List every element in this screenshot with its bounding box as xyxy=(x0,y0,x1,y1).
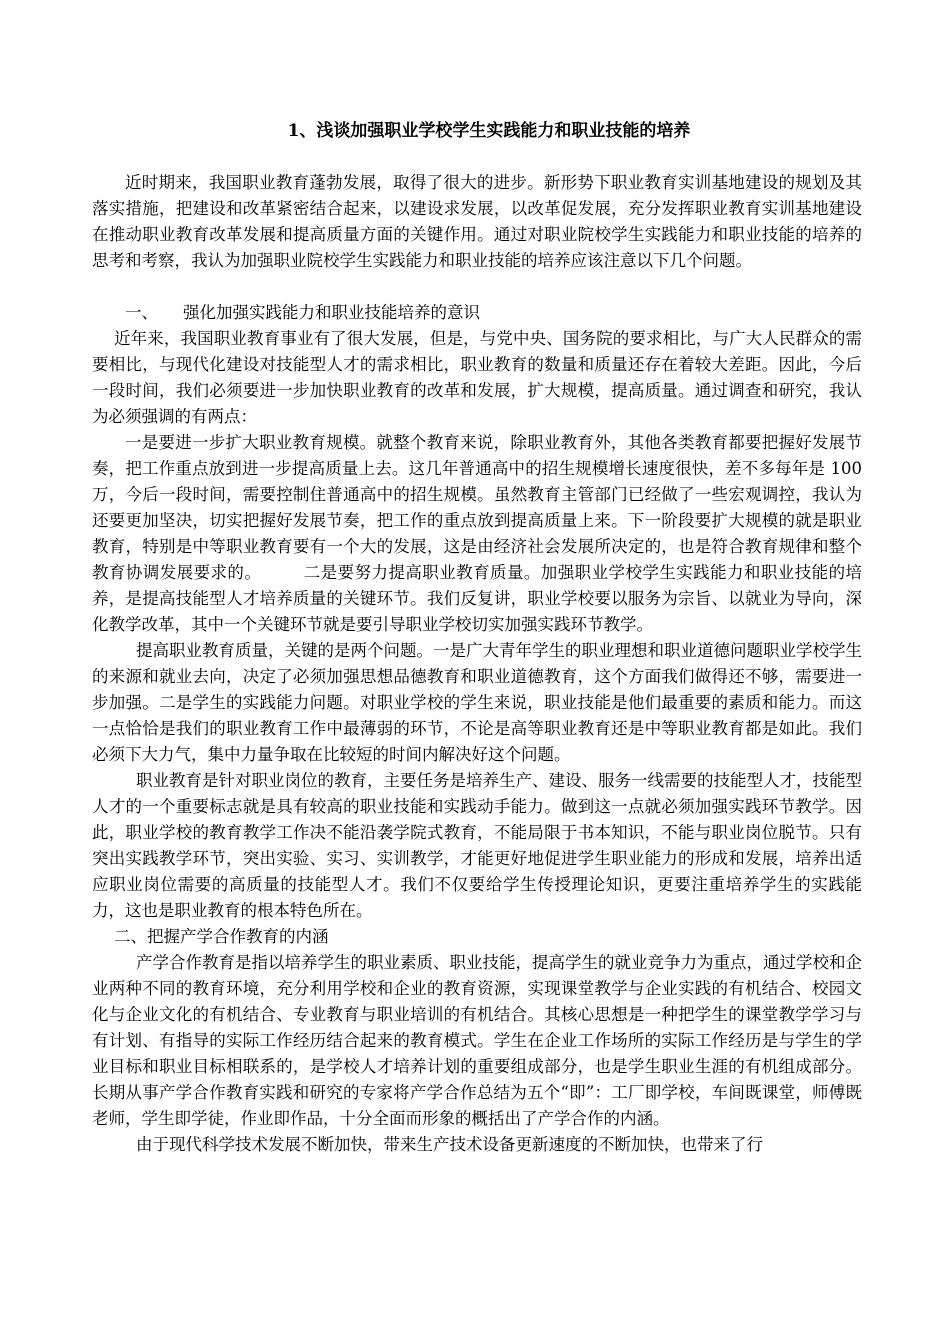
section-1-heading-text: 强化加强实践能力和职业技能培养的意识 xyxy=(183,303,480,322)
document-title: 1、浅谈加强职业学校学生实践能力和职业技能的培养 xyxy=(287,121,691,141)
section-2-heading: 二、把握产学合作教育的内涵 xyxy=(114,927,329,946)
section-1-paragraph-4: 职业教育是针对职业岗位的教育，主要任务是培养生产、建设、服务一线需要的技能型人才，技能型人才的一个重要标志就是具有较高的职业技能和实践动手能力。做到这一点就必须加强实践环节教学。因此，职业学校的教育教学工作决不能沿袭学院式教育，不能局限于书本知识，不能与职业岗位脱节。只有突出实践教学环节，突出实验、实习、实训教学，才能更好地促进学生职业能力的形成和发展，培养出适应职业岗位需要的高质量的技能型人才。我们不仅要给学生传授理论知识，更要注重培养学生的实践能力，这也是职业教育的根本特色所在。 xyxy=(92,771,862,920)
section-1-number: 一、 xyxy=(125,303,158,322)
section-2-paragraph-1: 产学合作教育是指以培养学生的职业素质、职业技能，提高学生的就业竞争力为重点，通过学校和企业两种不同的教育环境，充分利用学校和企业的教育资源，实现课堂教学与企业实践的有机结合、校园文化与企业文化的有机结合、专业教育与职业培训的有机结合。其核心思想是一种把学生的课堂教学学习与有计划、有指导的实际工作经历结合起来的教育模式。学生在企业工作场所的实际工作经历是与学生的学业目标和职业目标相联系的，是学校人才培养计划的重要组成部分，也是学生职业生涯的有机组成部分。长期从事产学合作教育实践和研究的专家将产学合作总结为五个“即”：工厂即学校，车间既课堂，师傅既老师，学生即学徒，作业即作品，十分全面而形象的概括出了产学合作的内涵。 xyxy=(92,953,862,1128)
section-1-heading xyxy=(92,300,862,326)
section-1-paragraph-2: 一是要进一步扩大职业教育规模。就整个教育来说，除职业教育外，其他各类教育都要把握好发展节奏，把工作重点放到进一步提高质量上去。这几年普通高中的招生规模增长速度很快，差不多每年是 100 万，今后一段时间，需要控制住普通高中的招生规模。虽然教育主管部门已经做了一些宏观调控，我认为还要更加坚决，切实把握好发展节奏，把工作的重点放到提高质量上来。下一阶段要扩大规模的就是职业教育，特别是中等职业教育要有一个大的发展，这是由经济社会发展所决定的，也是符合教育规律和整个教育协调发展要求的。 二是要努力提高职业教育质量。加强职业学校学生实践能力和职业技能的培养，是提高技能型人才培养质量的关键环节。我们反复讲，职业学校要以服务为宗旨、以就业为导向，深化教学改革，其中一个关键环节就是要引导职业学校切实加强实践环节教学。 xyxy=(92,433,862,634)
section-1-paragraph-1: 近年来，我国职业教育事业有了很大发展，但是，与党中央、国务院的要求相比，与广大人民群众的需要相比，与现代化建设对技能型人才的需求相比，职业教育的数量和质量还存在着较大差距。因此，今后一段时间，我们必须要进一步加快职业教育的改革和发展，扩大规模，提高质量。通过调查和研究，我认为必须强调的有两点： xyxy=(92,329,862,426)
section-1-paragraph-3: 提高职业教育质量，关键的是两个问题。一是广大青年学生的职业理想和职业道德问题职业学校学生的来源和就业去向，决定了必须加强思想品德教育和职业道德教育，这个方面我们做得还不够，需要进一步加强。二是学生的实践能力问题。对职业学校的学生来说，职业技能是他们最重要的素质和能力。而这一点恰恰是我们的职业教育工作中最薄弱的环节，不论是高等职业教育还是中等职业教育都是如此。我们必须下大力气，集中力量争取在比较短的时间内解决好这个问题。 xyxy=(92,641,862,764)
section-2-paragraph-2: 由于现代科学技术发展不断加快，带来生产技术设备更新速度的不断加快，也带来了行 xyxy=(136,1135,763,1154)
paragraph-gap xyxy=(92,274,862,300)
document-page xyxy=(92,118,862,1158)
intro-paragraph: 近时期来，我国职业教育蓬勃发展，取得了很大的进步。新形势下职业教育实训基地建设的规划及其落实措施，把建设和改革紧密结合起来，以建设求发展，以改革促发展，充分发挥职业教育实训基地建设在推动职业教育改革发展和提高质量方面的关键作用。通过对职业院校学生实践能力和职业技能的培养的思考和考察，我认为加强职业院校学生实践能力和职业技能的培养应该注意以下几个问题。 xyxy=(92,173,862,270)
